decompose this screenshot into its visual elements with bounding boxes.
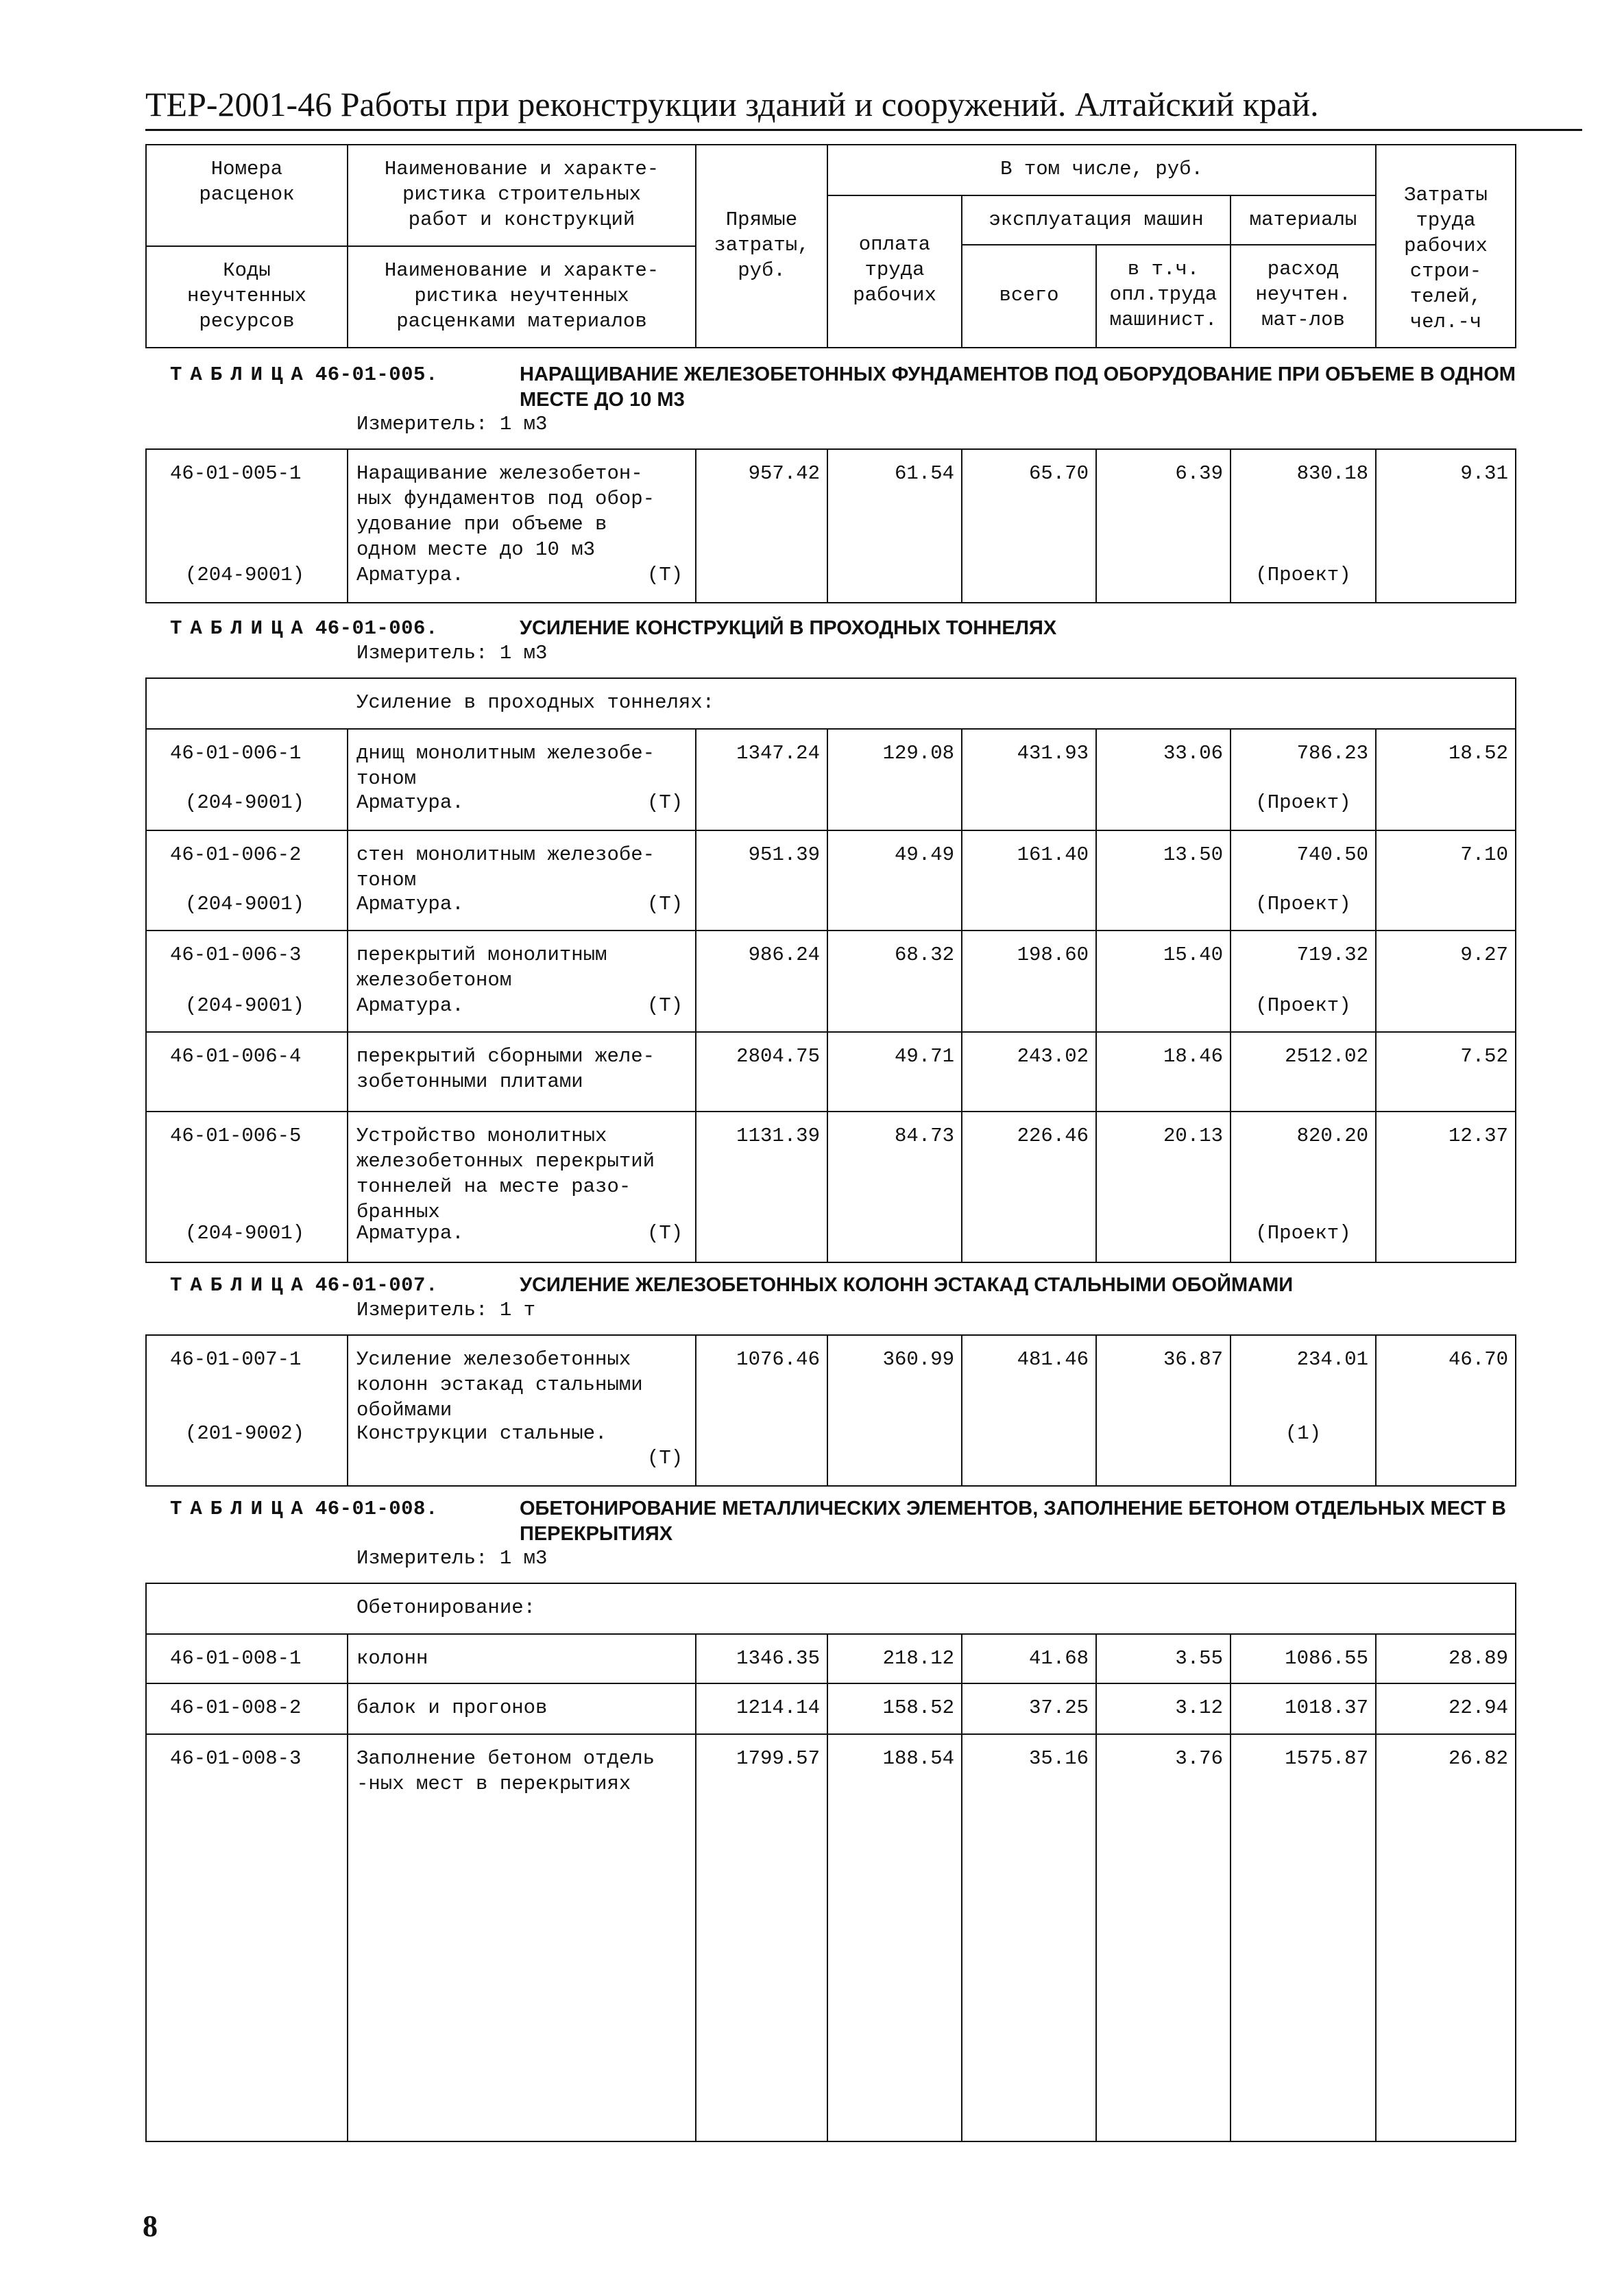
rate-name: Заполнение бетоном отдель -ных мест в перекрытиях [356, 1747, 655, 1795]
value-labor-pay: 49.71 [894, 1045, 954, 1068]
header-col-codes: Коды неучтенных ресурсов [186, 259, 307, 333]
header-col-name-unaccounted: Наименование и характе- ристика неучтенных расценками материалов [384, 259, 659, 333]
resource-note: (Проект) [1255, 994, 1351, 1017]
row-column-line [827, 1733, 828, 2141]
value-machines-total: 243.02 [1017, 1045, 1089, 1068]
header-border-machines [961, 244, 1375, 245]
table-border-top [145, 448, 1516, 450]
rate-code: 46-01-005-1 [170, 462, 302, 485]
value-machines-operators: 13.50 [1163, 843, 1223, 866]
rate-name: балок и прогонов [356, 1696, 548, 1719]
row-separator [145, 930, 1516, 931]
rate-name: днищ монолитным железобе- тоном [356, 742, 655, 790]
table-border-left [145, 448, 147, 602]
row-column-line [347, 448, 348, 602]
resource-note: (1) [1285, 1422, 1322, 1445]
resource-code: (204-9001) [185, 994, 305, 1017]
table-border-bottom [145, 1485, 1516, 1487]
value-machines-operators: 20.13 [1163, 1125, 1223, 1147]
value-labor-pay: 129.08 [882, 742, 954, 765]
row-column-line [347, 1683, 348, 1733]
table-border-left [145, 677, 147, 1262]
resource-code: (204-9001) [185, 893, 305, 915]
value-materials: 2512.02 [1285, 1045, 1368, 1068]
resource-name: Конструкции стальные. [356, 1422, 607, 1445]
value-machines-total: 161.40 [1017, 843, 1089, 866]
resource-name: Арматура. [356, 564, 464, 586]
row-separator [145, 1031, 1516, 1033]
value-materials: 740.50 [1296, 843, 1368, 866]
table-border-top [145, 1583, 1516, 1584]
section-title: УСИЛЕНИЕ ЖЕЛЕЗОБЕТОННЫХ КОЛОНН ЭСТАКАД СТАЛЬНЫМИ ОБОЙМАМИ [520, 1274, 1294, 1296]
resource-note: (Проект) [1255, 791, 1351, 814]
value-labor-costs: 18.52 [1448, 742, 1508, 765]
value-machines-total: 226.46 [1017, 1125, 1089, 1147]
row-column-line [347, 930, 348, 1031]
rate-code: 46-01-006-1 [170, 742, 302, 765]
section-label-word: ТАБЛИЦА [170, 1498, 311, 1520]
value-labor-pay: 61.54 [894, 462, 954, 485]
section-code: 46-01-006. [315, 617, 438, 640]
header-col-including: В том числе, руб. [1000, 158, 1203, 180]
table-border-top [145, 677, 1516, 679]
row-column-line [1375, 1733, 1377, 2141]
value-labor-pay: 49.49 [894, 843, 954, 866]
row-column-line [347, 1633, 348, 1683]
resource-name: Арматура. [356, 791, 464, 814]
value-direct: 951.39 [748, 843, 820, 866]
rate-code: 46-01-006-3 [170, 944, 302, 966]
value-labor-costs: 46.70 [1448, 1348, 1508, 1371]
page-number: 8 [143, 2209, 158, 2243]
value-materials: 719.32 [1296, 944, 1368, 966]
section-label [170, 616, 438, 641]
header-col-materials-unaccounted: расход неучтен. мат-лов [1255, 258, 1351, 331]
header-col-labor-costs: Затраты труда рабочих строи- телей, чел.-ч [1404, 184, 1488, 333]
value-materials: 830.18 [1296, 462, 1368, 485]
value-materials: 1575.87 [1285, 1747, 1368, 1770]
table-border-left [145, 1583, 147, 2141]
value-machines-operators: 33.06 [1163, 742, 1223, 765]
resource-unit: (Т) [647, 893, 683, 915]
rate-code: 46-01-008-1 [170, 1647, 302, 1670]
section-meter: Измеритель: 1 м3 [356, 1547, 548, 1570]
value-machines-total: 481.46 [1017, 1348, 1089, 1371]
value-machines-total: 431.93 [1017, 742, 1089, 765]
header-border-including [827, 195, 1375, 196]
section-meter: Измеритель: 1 м3 [356, 413, 548, 435]
value-machines-total: 37.25 [1028, 1696, 1089, 1719]
value-direct: 1799.57 [736, 1747, 820, 1770]
table-border-right [1515, 1583, 1516, 2141]
resource-name: Арматура. [356, 1222, 464, 1245]
header-col-direct: Прямые затраты, руб. [714, 208, 810, 282]
rate-name: Устройство монолитных железобетонных перекрытий тоннелей на месте разо- бранных [356, 1125, 655, 1223]
rate-code: 46-01-008-3 [170, 1747, 302, 1770]
value-labor-costs: 12.37 [1448, 1125, 1508, 1147]
header-col-name: Наименование и характе- ристика строительных работ и конструкций [384, 158, 659, 231]
header-col-labor-pay: оплата труда рабочих [853, 233, 936, 307]
value-machines-operators: 6.39 [1175, 462, 1223, 485]
resource-unit: (Т) [647, 1447, 683, 1469]
row-column-line [347, 1031, 348, 1111]
rate-name: перекрытий сборными желе- зобетонными плитами [356, 1045, 655, 1093]
row-column-line [347, 728, 348, 830]
section-title: УСИЛЕНИЕ КОНСТРУКЦИЙ В ПРОХОДНЫХ ТОННЕЛЯХ [520, 617, 1057, 639]
resource-name: Арматура. [356, 893, 464, 915]
section-label [170, 1273, 438, 1298]
value-labor-costs: 7.52 [1460, 1045, 1508, 1068]
resource-unit: (Т) [647, 1222, 683, 1245]
value-labor-costs: 28.89 [1448, 1647, 1508, 1670]
value-labor-costs: 9.31 [1460, 462, 1508, 485]
resource-code: (204-9001) [185, 1222, 305, 1245]
section-label-word: ТАБЛИЦА [170, 1274, 311, 1297]
header-border-top [145, 144, 1516, 145]
page-header-title: ТЕР-2001-46 Работы при реконструкции зданий и сооружений. Алтайский край. [145, 85, 1319, 123]
value-labor-costs: 9.27 [1460, 944, 1508, 966]
rate-code: 46-01-006-5 [170, 1125, 302, 1147]
table-border-top [145, 1334, 1516, 1336]
resource-note: (Проект) [1255, 1222, 1351, 1245]
rate-code: 46-01-007-1 [170, 1348, 302, 1371]
value-labor-pay: 218.12 [882, 1647, 954, 1670]
group-heading-border [145, 1633, 1516, 1635]
table-border-bottom [145, 2141, 1516, 2142]
resource-unit: (Т) [647, 994, 683, 1017]
table-border-bottom [145, 1262, 1516, 1263]
value-machines-total: 35.16 [1028, 1747, 1089, 1770]
value-direct: 1131.39 [736, 1125, 820, 1147]
resource-code: (204-9001) [185, 564, 305, 586]
rate-name: Наращивание железобетон- ных фундаментов под обор- удование при объеме в одном месте до 10 м3 [356, 462, 655, 561]
row-separator [145, 1733, 1516, 1735]
section-label [170, 362, 438, 387]
rate-code: 46-01-006-2 [170, 843, 302, 866]
row-column-line [1230, 1733, 1231, 2141]
value-machines-operators: 18.46 [1163, 1045, 1223, 1068]
value-direct: 957.42 [748, 462, 820, 485]
value-machines-operators: 15.40 [1163, 944, 1223, 966]
section-label-word: ТАБЛИЦА [170, 363, 311, 386]
value-direct: 2804.75 [736, 1045, 820, 1068]
value-labor-pay: 360.99 [882, 1348, 954, 1371]
rate-name: колонн [356, 1647, 428, 1670]
section-label [170, 1496, 438, 1522]
table-border-right [1515, 1334, 1516, 1485]
group-heading-border [145, 728, 1516, 730]
value-direct: 1346.35 [736, 1647, 820, 1670]
value-machines-operators: 3.76 [1175, 1747, 1223, 1770]
value-labor-pay: 158.52 [882, 1696, 954, 1719]
value-direct: 986.24 [748, 944, 820, 966]
resource-name: Арматура. [356, 994, 464, 1017]
section-label-word: ТАБЛИЦА [170, 617, 311, 640]
resource-note: (Проект) [1255, 564, 1351, 586]
value-machines-operators: 3.55 [1175, 1647, 1223, 1670]
section-code: 46-01-007. [315, 1274, 438, 1297]
header-border-split [145, 245, 695, 247]
rate-code: 46-01-006-4 [170, 1045, 302, 1068]
value-labor-pay: 68.32 [894, 944, 954, 966]
resource-note: (Проект) [1255, 893, 1351, 915]
table-border-left [145, 1334, 147, 1485]
group-heading: Усиление в проходных тоннелях: [356, 691, 715, 714]
value-machines-total: 198.60 [1017, 944, 1089, 966]
row-column-line [1095, 1733, 1097, 2141]
value-direct: 1076.46 [736, 1348, 820, 1371]
value-labor-pay: 84.73 [894, 1125, 954, 1147]
row-separator [145, 1683, 1516, 1684]
row-column-line [347, 1111, 348, 1262]
header-vline [1515, 144, 1516, 347]
rate-name: Усиление железобетонных колонн эстакад стальными обоймами [356, 1348, 643, 1421]
value-machines-operators: 36.87 [1163, 1348, 1223, 1371]
section-meter: Измеритель: 1 м3 [356, 642, 548, 664]
section-title: ОБЕТОНИРОВАНИЕ МЕТАЛЛИЧЕСКИХ ЭЛЕМЕНТОВ, ЗАПОЛНЕНИЕ БЕТОНОМ ОТДЕЛЬНЫХ МЕСТ В ПЕРЕКРЫТИЯХ [520, 1498, 1506, 1545]
row-column-line [347, 830, 348, 930]
value-labor-pay: 188.54 [882, 1747, 954, 1770]
value-machines-total: 41.68 [1028, 1647, 1089, 1670]
header-border-bottom [145, 347, 1516, 348]
section-title: НАРАЩИВАНИЕ ЖЕЛЕЗОБЕТОННЫХ ФУНДАМЕНТОВ ПОД ОБОРУДОВАНИЕ ПРИ ОБЪЕМЕ В ОДНОМ МЕСТЕ ДО 10 М3 [520, 363, 1516, 411]
section-code: 46-01-008. [315, 1498, 438, 1520]
section-code: 46-01-005. [315, 363, 438, 386]
header-col-machines-total: всего [999, 284, 1059, 307]
value-materials: 786.23 [1296, 742, 1368, 765]
rate-name: перекрытий монолитным железобетоном [356, 944, 607, 992]
value-materials: 1018.37 [1285, 1696, 1368, 1719]
group-heading: Обетонирование: [356, 1596, 536, 1619]
value-labor-costs: 22.94 [1448, 1696, 1508, 1719]
row-column-line [347, 1733, 348, 2141]
value-machines-operators: 3.12 [1175, 1696, 1223, 1719]
section-meter: Измеритель: 1 т [356, 1299, 536, 1321]
value-labor-costs: 26.82 [1448, 1747, 1508, 1770]
value-materials: 820.20 [1296, 1125, 1368, 1147]
value-labor-costs: 7.10 [1460, 843, 1508, 866]
header-col-number: Номера расценок [199, 158, 295, 206]
rate-name: стен монолитным железобе- тоном [356, 843, 655, 891]
value-direct: 1347.24 [736, 742, 820, 765]
table-border-right [1515, 448, 1516, 602]
value-materials: 234.01 [1296, 1348, 1368, 1371]
resource-code: (201-9002) [185, 1422, 305, 1445]
table-border-bottom [145, 602, 1516, 603]
resource-unit: (Т) [647, 791, 683, 814]
table-border-right [1515, 677, 1516, 1262]
value-machines-total: 65.70 [1028, 462, 1089, 485]
value-materials: 1086.55 [1285, 1647, 1368, 1670]
row-column-line [347, 1334, 348, 1485]
header-rule [145, 129, 1582, 131]
header-col-machines: эксплуатация машин [989, 208, 1204, 231]
resource-code: (204-9001) [185, 791, 305, 814]
row-separator [145, 830, 1516, 831]
header-col-machines-operators: в т.ч. опл.труда машинист. [1109, 258, 1217, 331]
value-direct: 1214.14 [736, 1696, 820, 1719]
row-column-line [695, 1733, 696, 2141]
row-separator [145, 1111, 1516, 1112]
resource-unit: (Т) [647, 564, 683, 586]
rate-code: 46-01-008-2 [170, 1696, 302, 1719]
header-col-materials: материалы [1249, 208, 1357, 231]
row-column-line [961, 1733, 962, 2141]
